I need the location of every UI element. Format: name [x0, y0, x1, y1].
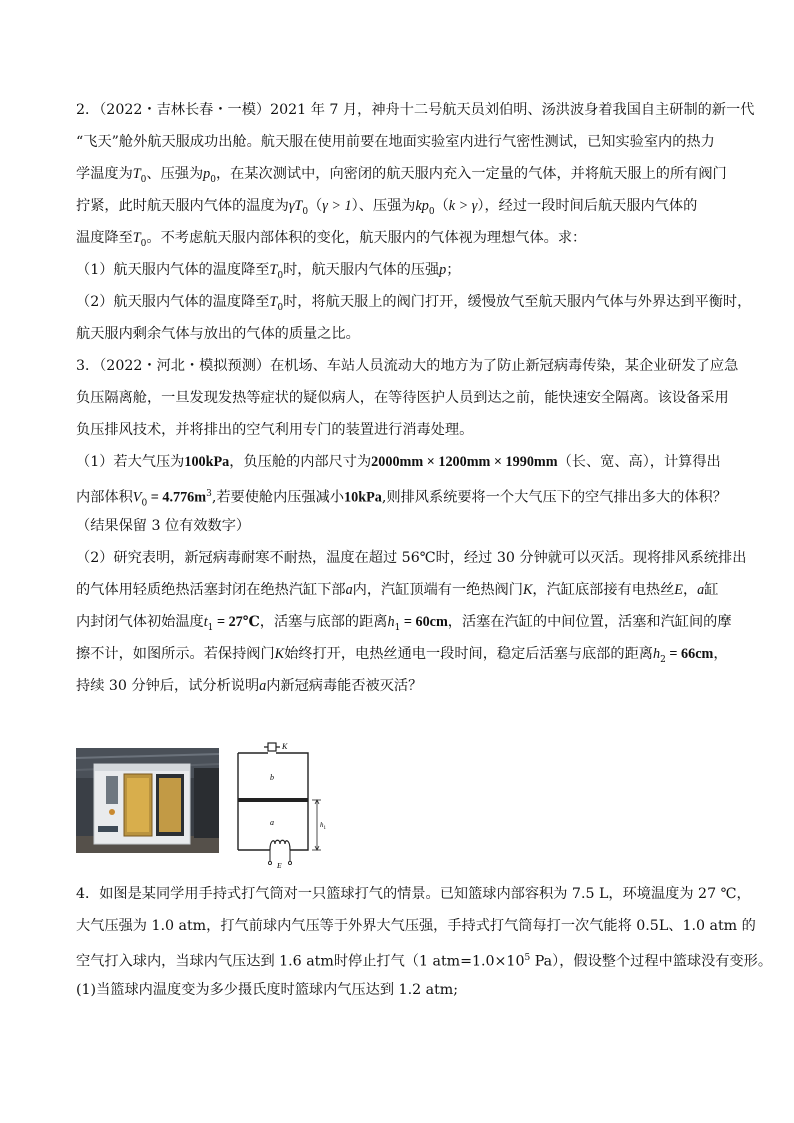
q4-line-3: 空气打入球内，当球内气压达到 1.6 atm时停止打气（1 $atm=1.0\times 10^5$ Pa），假设整个过程中篮球没有变形。 [76, 953, 773, 970]
label-h1: $h_1$ [320, 821, 326, 831]
valve-k-box [268, 743, 276, 751]
isolation-cabin-image [76, 748, 219, 853]
q2-line-4: 拧紧，此时航天服内气体的温度为$\gamma T_0(\gamma > 1)$、压强为$kp_0(k > \gamma)$，经过一段时间后航天服内气体的 [76, 198, 698, 217]
label-e: E [277, 861, 282, 870]
q2-sub-2: （2）航天服内气体的温度降至$T_0$时，将航天服上的阀门打开，缓慢放气至航天服内气体与外界达到平衡时， [76, 294, 752, 313]
heating-wire-icon [270, 840, 290, 850]
q3-sub-2-line-2: 的气体用轻质绝热活塞封闭在绝热汽缸下部a内，汽缸顶端有一绝热阀门K，汽缸底部接有电热丝E，a缸 [76, 582, 719, 598]
piston [238, 798, 308, 802]
q3-line-3: 负压排风技术，并将排出的空气利用专门的装置进行消毒处理。 [76, 422, 474, 438]
label-k: K [282, 742, 288, 751]
q2-sub-2-line-2: 航天服内剩余气体与放出的气体的质量之比。 [76, 326, 360, 342]
q4-line-4: (1)当篮球内温度变为多少摄氏度时篮球内气压达到 1.2 atm; [76, 982, 459, 998]
q3-sub-2-line-5: 持续 30 分钟后，试分析说明a内新冠病毒能否被灭活？ [76, 678, 423, 694]
q4-line-2: 大气压强为 1.0 atm，打气前球内气压等于外界大气压强，手持式打气筒每打一次气能将 0.5L、1.0 atm 的 [76, 918, 756, 934]
q2-sub-1: （1）航天服内气体的温度降至$T_0$时，航天服内气体的压强p； [76, 262, 461, 281]
label-b: b [270, 773, 274, 782]
cylinder-diagram [228, 738, 340, 870]
label-a: a [270, 818, 274, 827]
q2-line-1: 2．（2022・吉林长春・一模）2021 年 7 月，神舟十二号航天员刘伯明、汤洪波身着我国自主研制的新一代 [76, 102, 755, 118]
q4-line-1: 4．如图是某同学用手持式打气筒对一只篮球打气的情景。已知篮球内部容积为 7.5 L，环境温度为 27 ℃， [76, 886, 751, 902]
q3-line-1: 3．（2022・河北・模拟预测）在机场、车站人员流动大的地方为了防止新冠病毒传染，某企业研发了应急 [76, 358, 739, 374]
q3-sub-2-line-4: 擦不计，如图所示。若保持阀门K始终打开，电热丝通电一段时间，稳定后活塞与底部的距离$h_2 = 66cm$， [76, 646, 728, 665]
q3-sub-2-line-3: 内封闭气体初始温度$t_1$ = 27℃，活塞与底部的距离$h_1 = 60cm$，活塞在汽缸的中间位置，活塞和汽缸间的摩 [76, 614, 732, 633]
q3-sub-1-line-2: 内部体积$V_0 = 4.776m^3$,若要使舱内压强减小10kPa,则排风系统要将一个大气压下的空气排出多大的体积？ [76, 489, 727, 509]
isolation-cabin-photo [76, 748, 219, 853]
q2-line-2: “飞天”舱外航天服成功出舱。航天服在使用前要在地面实验室内进行气密性测试，已知实验室内的热力 [76, 134, 715, 150]
q3-sub-2-line-1: （2）研究表明，新冠病毒耐寒不耐热，温度在超过 56℃时，经过 30 分钟就可以灭活。现将排风系统排出 [76, 550, 747, 566]
q3-line-2: 负压隔离舱，一旦发现发热等症状的疑似病人，在等待医护人员到达之前，能快速安全隔离。该设备采用 [76, 390, 729, 406]
q2-line-3: 学温度为$T_0$、压强为$p_0$，在某次测试中，向密闭的航天服内充入一定量的气体，并将航天服上的所有阀门 [76, 166, 727, 185]
q2-line-5: 温度降至$T_0$。不考虑航天服内部体积的变化，航天服内的气体视为理想气体。求： [76, 230, 587, 249]
q3-sub-1-line-3: （结果保留 3 位有效数字） [76, 518, 251, 534]
q3-sub-1-line-1: （1）若大气压为100kPa，负压舱的内部尺寸为2000mm × 1200mm × 1990mm（长、宽、高），计算得出 [76, 454, 721, 470]
